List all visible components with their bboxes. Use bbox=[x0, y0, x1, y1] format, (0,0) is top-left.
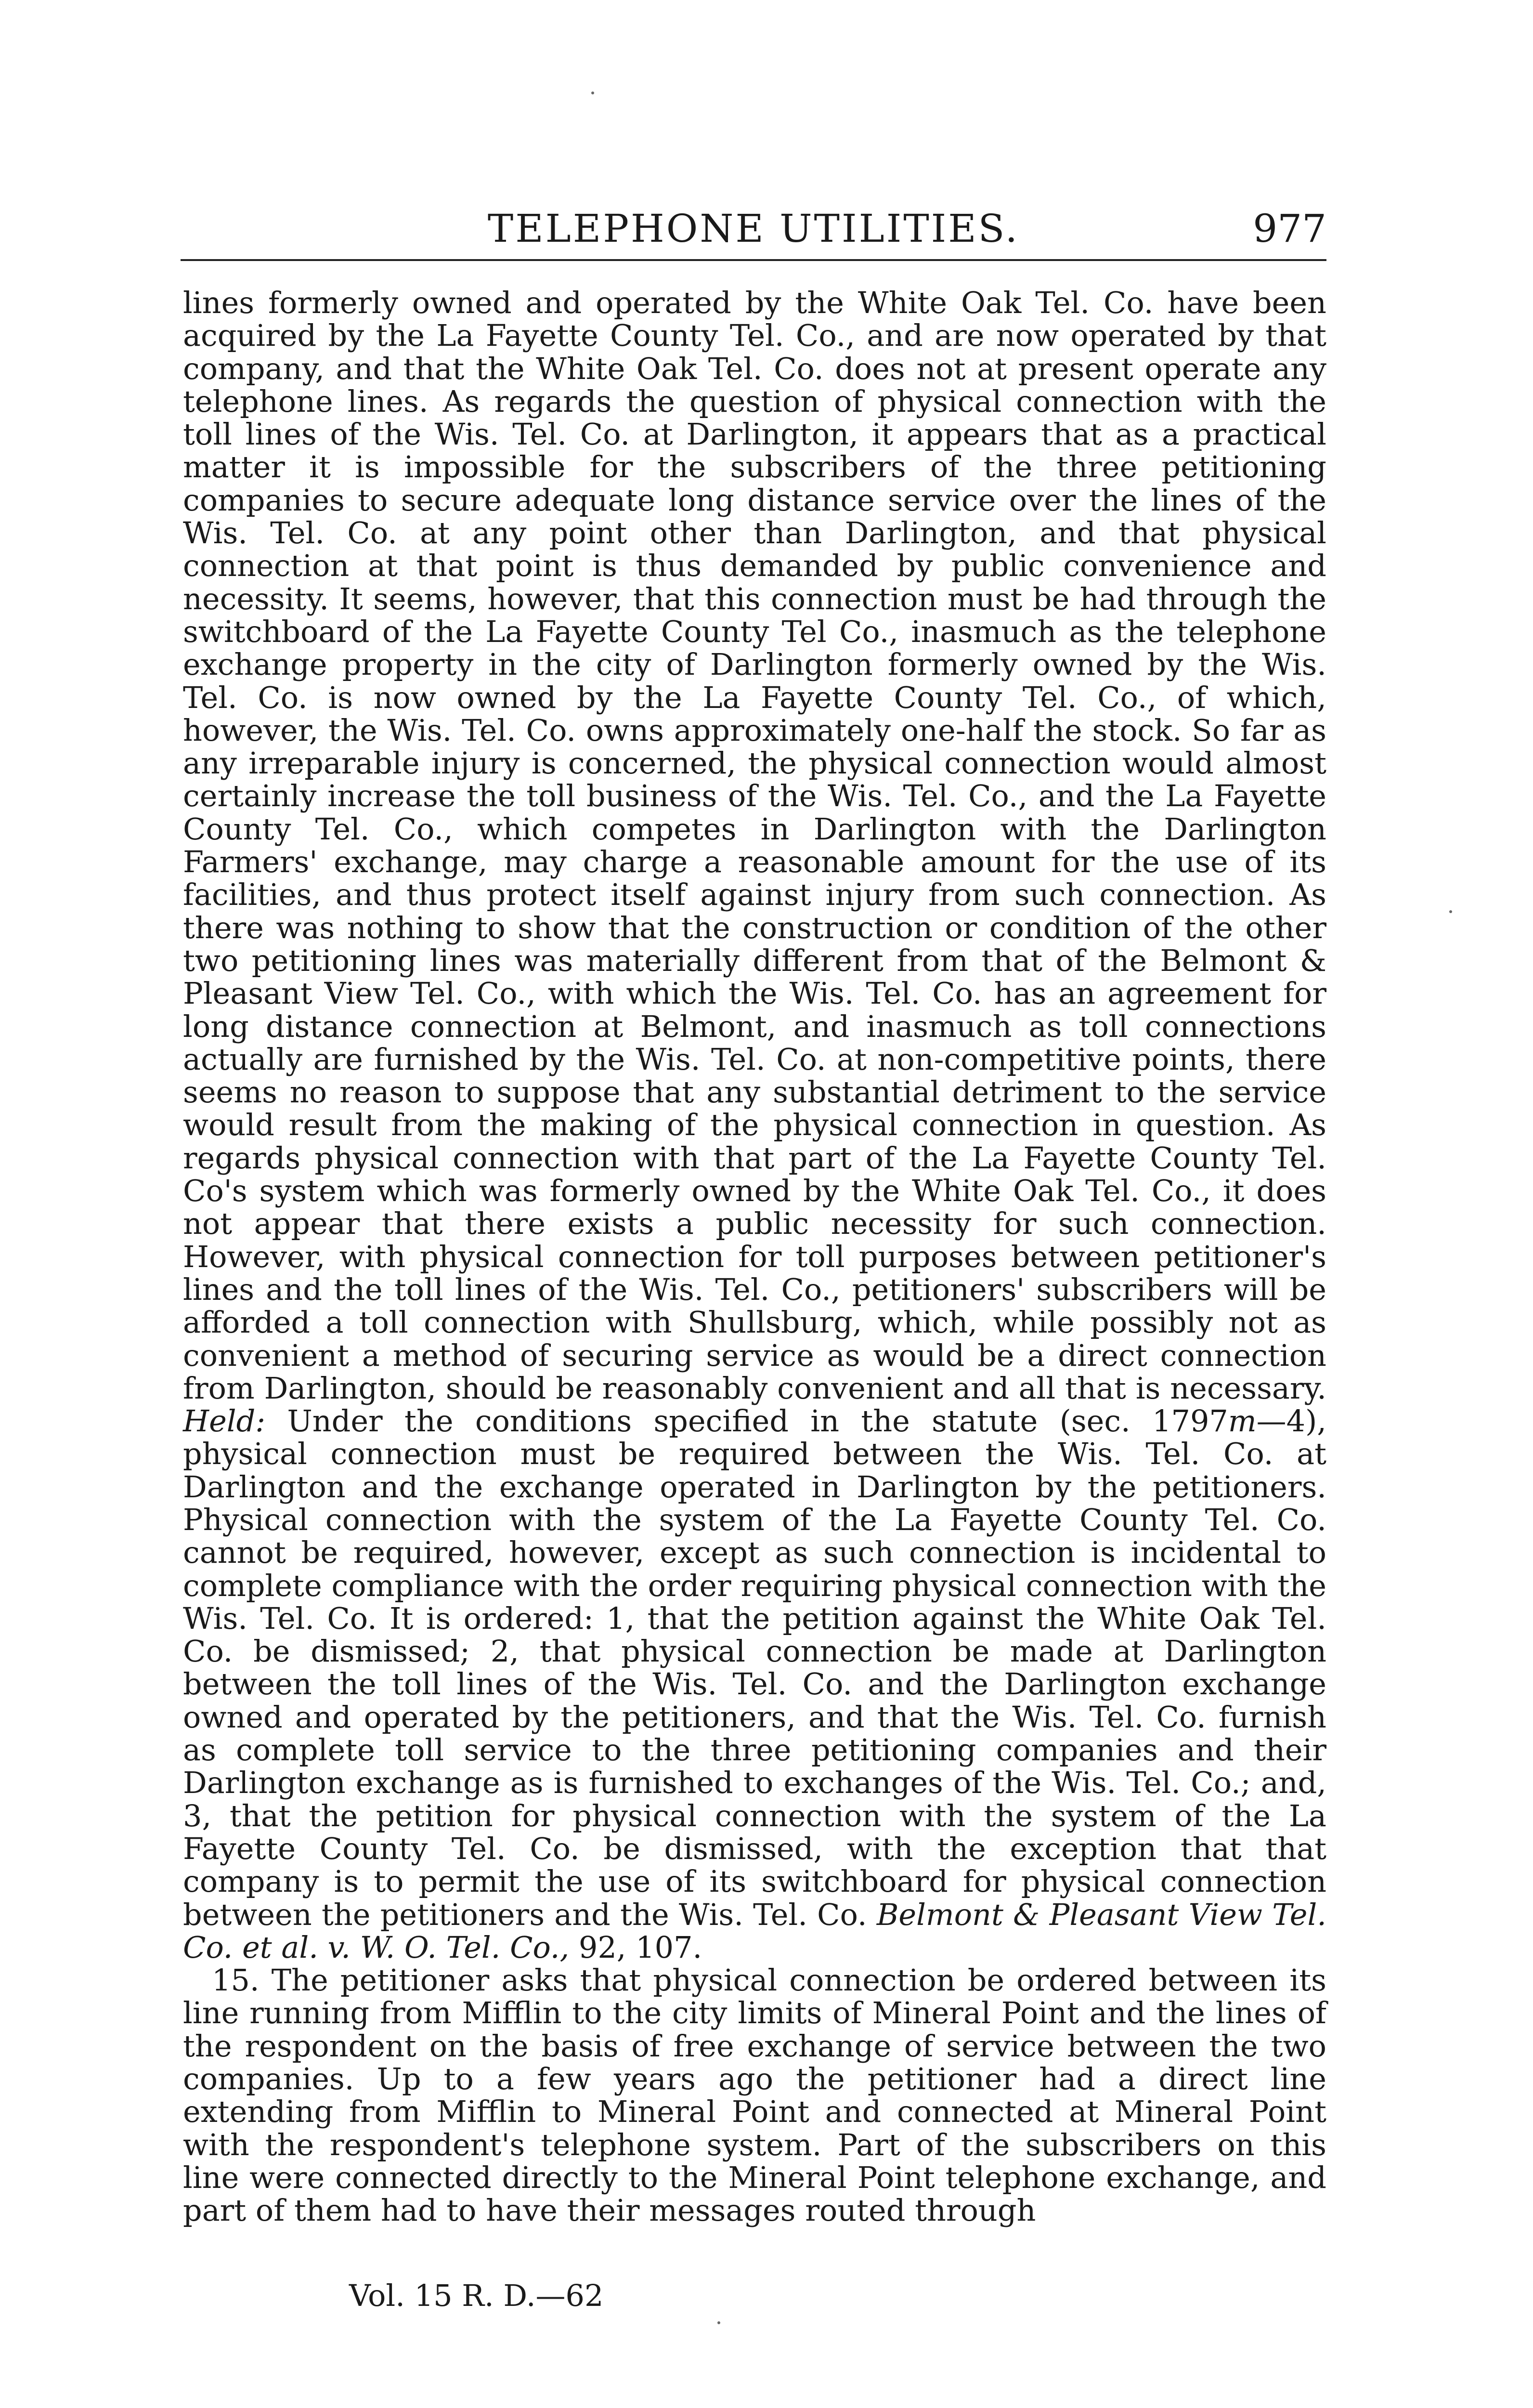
paragraph-text: Under the conditions specified in the statute (sec. 1797 bbox=[287, 1403, 1228, 1439]
statute-suffix: m bbox=[1228, 1403, 1257, 1439]
paragraph bbox=[183, 287, 1326, 1964]
signature-mark: Vol. 15 R. D.—62 bbox=[349, 2278, 604, 2313]
held-label: Held: bbox=[183, 1403, 266, 1439]
scan-speck bbox=[717, 2321, 720, 2324]
scan-speck bbox=[591, 92, 594, 94]
body-text bbox=[183, 287, 1326, 2227]
citation-reference: 92, 107. bbox=[578, 1929, 702, 1965]
page-header bbox=[181, 201, 1326, 259]
header-rule bbox=[181, 259, 1326, 261]
paragraph-text: —4), physical connection must be required between the Wis. Tel. Co. at Darlington and the exchange operated in Darlington by the petitioners. Physical connection with the system of the La Fayette County Tel. Co. cannot be required, however, except as such connection is incidental to complete compliance with the order requiring physical connection with the Wis. Tel. Co. It is ordered: 1, that the petition against the White Oak Tel. Co. be dismissed; 2, that physical connection be made at Darlington between the toll lines of the Wis. Tel. Co. and the Darlington exchange owned and operated by the petitioners, and that the Wis. Tel. Co. furnish as complete toll service to the three petitioning companies and their Darlington exchange as is furnished to exchanges of the Wis. Tel. Co.; and, 3, that the petition for physical connection with the system of the La Fayette County Tel. Co. be dismissed, with the exception that that company is to permit the use of its switchboard for physical connection between the petitioners and the Wis. Tel. Co. bbox=[183, 1403, 1326, 1932]
paragraph bbox=[183, 1964, 1326, 2227]
paragraph-text: 15. The petitioner asks that physical connection be ordered between its line running from Mifflin to the city limits of Mineral Point and the lines of the respondent on the basis of free exchange of service between the two companies. Up to a few years ago the petitioner had a direct line extending from Mifflin to Mineral Point and connected at Mineral Point with the respondent's telephone system. Part of the subscribers on this line were connected directly to the Mineral Point telephone exchange, and part of them had to have their messages routed through bbox=[183, 1963, 1326, 2228]
case-citation: Belmont & Pleasant View Tel. Co. et al. v. W. O. Tel. Co., bbox=[183, 1897, 1326, 1965]
page-number: 977 bbox=[1253, 206, 1326, 251]
running-title: TELEPHONE UTILITIES. bbox=[487, 206, 1020, 251]
scan-speck bbox=[1449, 910, 1452, 913]
paragraph-text: lines formerly owned and operated by the White Oak Tel. Co. have been acquired by the La Fayette County Tel. Co., and are now operated by that company, and that the White Oak Tel. Co. does not at present operate any telephone lines. As regards the question of physical connection with the toll lines of the Wis. Tel. Co. at Darlington, it appears that as a practical matter it is impossible for the subscribers of the three petitioning companies to secure adequate long distance service over the lines of the Wis. Tel. Co. at any point other than Darlington, and that physical connection at that point is thus demanded by public convenience and necessity. It seems, however, that this connection must be had through the switchboard of the La Fayette County Tel Co., inasmuch as the telephone exchange property in the city of Darlington formerly owned by the Wis. Tel. Co. is now owned by the La Fayette County Tel. Co., of which, however, the Wis. Tel. Co. owns approximately one-half the stock. So far as any irreparable injury is concerned, the physical connection would almost certainly increase the toll business of the Wis. Tel. Co., and the La Fayette County Tel. Co., which competes in Darlington with the Darlington Farmers' exchange, may charge a reasonable amount for the use of its facilities, and thus protect itself against injury from such connection. As there was nothing to show that the construction or condition of the other two petitioning lines was materially different from that of the Belmont & Pleasant View Tel. Co., with which the Wis. Tel. Co. has an agreement for long distance connection at Belmont, and inasmuch as toll connections actually are furnished by the Wis. Tel. Co. at non-competitive points, there seems no reason to suppose that any substantial detriment to the service would result from the making of the physical connection in question. As regards physical connection with that part of the La Fayette County Tel. Co's system which was formerly owned by the White Oak Tel. Co., it does not appear that there exists a public necessity for such connection. However, with physical connection for toll purposes between petitioner's lines and the toll lines of the Wis. Tel. Co., petitioners' subscribers will be afforded a toll connection with Shullsburg, which, while possibly not as convenient a method of securing service as would be a direct connection from Darlington, should be reasonably convenient and all that is necessary. bbox=[183, 285, 1326, 1406]
